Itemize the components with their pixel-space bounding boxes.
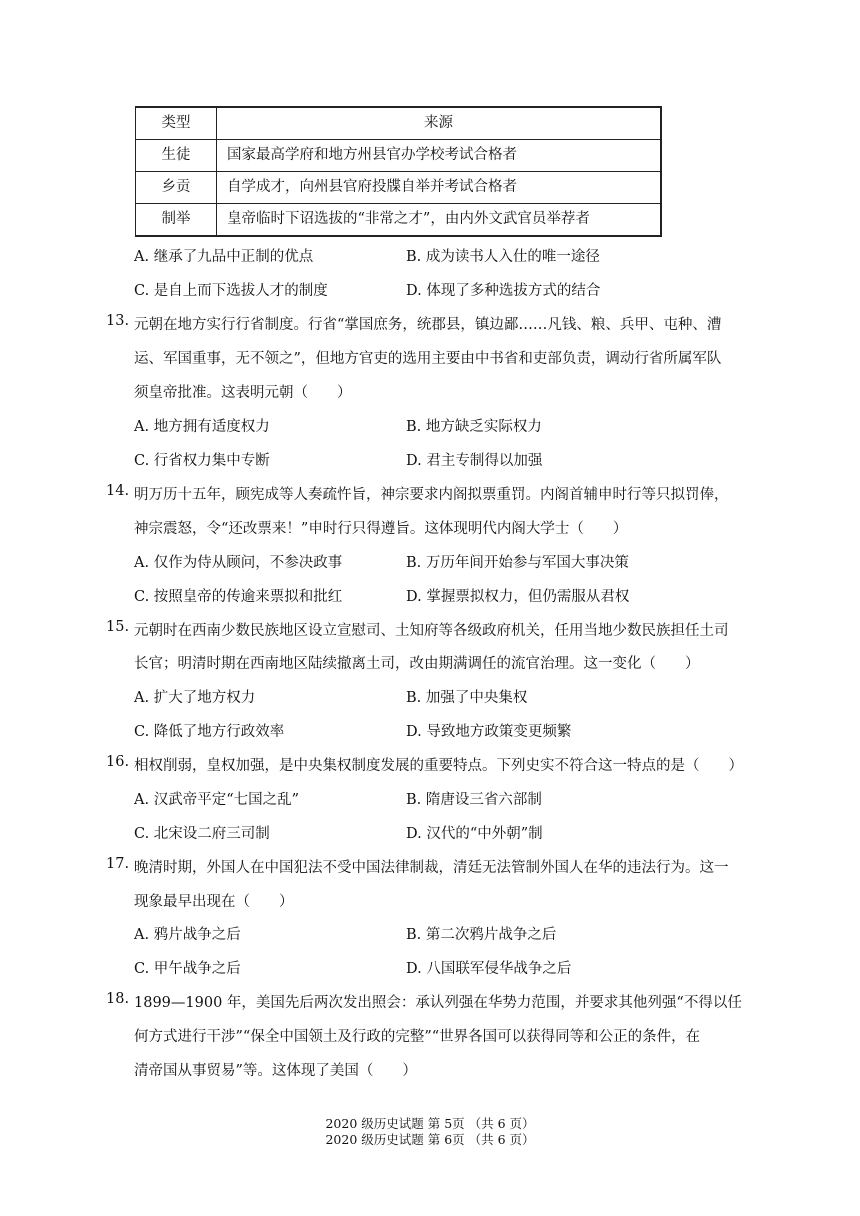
q13-stem-line3: 须皇帝批准。这表明元朝（ ） (134, 385, 352, 401)
q13-option-b: B. 地方缺乏实际权力 (406, 419, 542, 435)
q14-option-b: B. 万历年间开始参与军国大事决策 (406, 555, 629, 571)
q14-option-a: A. 仅作为侍从顾问，不参决政事 (134, 555, 343, 571)
table-row (136, 140, 662, 172)
q13-option-c: C. 行省权力集中专断 (134, 453, 270, 469)
q17-number: 17. (106, 856, 130, 872)
q15-option-b: B. 加强了中央集权 (406, 690, 528, 706)
q17-stem-line1: 晚清时期，外国人在中国犯法不受中国法律制裁，清廷无法管制外国人在华的违法行为。这一 (134, 860, 729, 876)
q16-number: 16. (106, 754, 130, 770)
table-cell: 皇帝临时下诏选拔的“非常之才”，由内外文武官员举荐者 (217, 204, 662, 237)
q17-option-a: A. 鸦片战争之后 (134, 927, 241, 943)
q16-option-b: B. 隋唐设三省六部制 (406, 792, 542, 808)
q13-number: 13. (106, 313, 130, 329)
table-row (136, 172, 662, 204)
q17-stem-line2: 现象最早出现在（ ） (134, 894, 294, 910)
q18-stem-line3: 清帝国从事贸易”等。这体现了美国（ ） (134, 1063, 417, 1079)
q16-option-a: A. 汉武帝平定“七国之乱” (134, 792, 300, 808)
table-cell: 制举 (136, 204, 217, 237)
page-footer-line1: 2020 级历史试题 第 5页 （共 6 页） (325, 1116, 535, 1131)
table-header-source: 来源 (217, 107, 662, 140)
q17-option-c: C. 甲午战争之后 (134, 961, 241, 977)
q15-stem-line2: 长官；明清时期在西南地区陆续撤离土司，改由期满调任的流官治理。这一变化（ ） (134, 656, 700, 672)
q12-option-b: B. 成为读书人入仕的唯一途径 (406, 249, 600, 265)
q16-option-d: D. 汉代的“中外朝”制 (406, 826, 543, 842)
q15-number: 15. (106, 619, 130, 635)
q16-option-c: C. 北宋设二府三司制 (134, 826, 270, 842)
q12-option-c: C. 是自上而下选拔人才的制度 (134, 283, 328, 299)
q15-option-c: C. 降低了地方行政效率 (134, 724, 285, 740)
table-cell: 生徒 (136, 140, 217, 172)
q14-number: 14. (106, 483, 130, 499)
q18-stem-line1: 1899—1900 年，美国先后两次发出照会：承认列强在华势力范围，并要求其他列强“不得以任 (134, 995, 742, 1011)
q12-option-d: D. 体现了多种选拔方式的结合 (406, 283, 601, 299)
q18-stem-line2: 何方式进行干涉”“保全中国领土及行政的完整”“世界各国可以获得同等和公正的条件，在 (134, 1029, 701, 1045)
q13-stem-line2: 运、军国重事，无不领之”，但地方官吏的选用主要由中书省和吏部负责，调动行省所属军队 (134, 351, 722, 367)
q15-stem-line1: 元朝时在西南少数民族地区设立宣慰司、土知府等各级政府机关，任用当地少数民族担任土司 (134, 623, 729, 639)
table-cell: 自学成才，向州县官府投牒自举并考试合格者 (217, 172, 662, 204)
q13-option-d: D. 君主专制得以加强 (406, 453, 543, 469)
table-header-row (136, 107, 662, 140)
q16-stem-line1: 相权削弱，皇权加强，是中央集权制度发展的重要特点。下列史实不符合这一特点的是（ ） (134, 758, 743, 774)
q15-option-d: D. 导致地方政策变更频繁 (406, 724, 572, 740)
q13-option-a: A. 地方拥有适度权力 (134, 419, 270, 435)
page-footer-line2: 2020 级历史试题 第 6页 （共 6 页） (325, 1132, 535, 1147)
q14-option-c: C. 按照皇帝的传逾来票拟和批红 (134, 589, 343, 605)
table-cell: 国家最高学府和地方州县官办学校考试合格者 (217, 140, 662, 172)
q14-stem-line1: 明万历十五年，顾宪成等人奏疏忤旨，神宗要求内阁拟票重罚。内阁首辅申时行等只拟罚俸， (134, 487, 729, 503)
q18-number: 18. (106, 991, 130, 1007)
q17-option-b: B. 第二次鸦片战争之后 (406, 927, 557, 943)
table-row (136, 204, 662, 237)
q12-option-a: A. 继承了九品中正制的优点 (134, 249, 314, 265)
table-cell: 乡贡 (136, 172, 217, 204)
source-table (135, 106, 662, 237)
q13-stem-line1: 元朝在地方实行行省制度。行省“掌国庶务，统郡县，镇边鄙……凡钱、粮、兵甲、屯种、漕 (134, 317, 722, 333)
q14-stem-line2: 神宗震怒，令“还改票来！”申时行只得遵旨。这体现明代内阁大学士（ ） (134, 521, 628, 537)
q15-option-a: A. 扩大了地方权力 (134, 690, 256, 706)
table-header-type: 类型 (136, 107, 217, 140)
q14-option-d: D. 掌握票拟权力，但仍需服从君权 (406, 589, 630, 605)
q17-option-d: D. 八国联军侵华战争之后 (406, 961, 572, 977)
